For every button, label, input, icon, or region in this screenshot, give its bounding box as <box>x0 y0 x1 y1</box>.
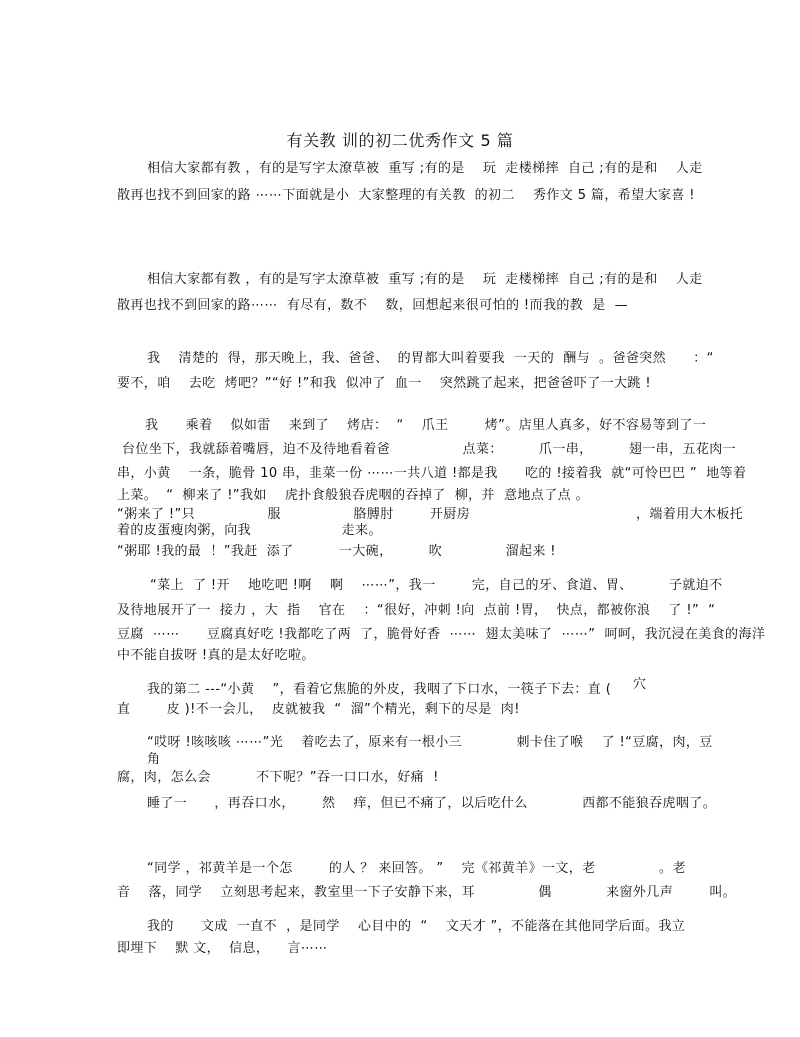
text-line: “粥耶 !我的最 ！”我赶 添了 一大碗， 吹 溜起来 ! <box>117 544 556 559</box>
document-title: 有关教 训的初二优秀作文 5 篇 <box>286 131 514 150</box>
text-line: 穴 <box>633 677 647 692</box>
text-line: 腐，肉，怎么会 不下呢？”吞一口口水，好痛 ! <box>117 770 439 785</box>
text-line: 着的皮蛋瘦肉粥，向我 走来。 <box>117 523 382 538</box>
text-line: 角 <box>147 752 161 767</box>
text-line: “粥来了 !”只 服 胳膊肘 开厨房 <box>117 507 471 522</box>
text-line: 上菜。 “ 柳来了 !”我如 虎扑食般狼吞虎咽的吞掉了 柳，并 意地点了点 。 <box>117 488 589 503</box>
text-line: “菜上 了 !开 地吃吧 !啊 啊 ⋯⋯”，我一 完，自己的牙、食道、胃、 子就迫不 <box>150 578 723 593</box>
text-line: 相信大家都有教 ，有的是写字太潦草被 重写 ;有的是 玩 走楼梯摔 自己 ;有的是和 人走 <box>147 272 703 287</box>
text-line: 中不能自拔呀 !真的是太好吃啦。 <box>117 648 315 663</box>
text-line: 豆腐 ⋯⋯ 豆腐真好吃 !我都吃了两 了，脆骨好香 ⋯⋯ 翅太美味了 ⋯⋯” 呵呵，我沉浸在美食的海洋 <box>117 627 766 642</box>
text-line: 我 乘着 似如雷 来到了 烤店： “ 爪王 烤”。店里人真多，好不容易等到了一 <box>145 418 707 433</box>
text-line: 散再也找不到回家的路 ⋯⋯下面就是小 大家整理的有关教 的初二 秀作文 5 篇，希望大家喜 ! <box>117 188 695 203</box>
text-line: 及待地展开了一 接力 ，大 指 官在 ：“很好，冲刺 !向 点前 !胃， 快点，都被你浪 了 !” “ <box>117 603 716 618</box>
text-line: 串，小黄 一条，脆骨 10 串，韭菜一份 ⋯⋯一共八道 !都是我 吃的 !接着我 就“可怜巴巴 ” 地等着 <box>117 466 747 481</box>
text-line: “哎呀 !咳咳咳 ⋯⋯”光 着吃去了，原来有一根小三 刺卡住了喉 了 !“豆腐，肉，豆 <box>147 735 713 750</box>
text-line: “同学 ，祁黄羊是一个怎 的人 ？ 来回答。 ” 完《祁黄羊》一文，老 。老 <box>147 861 686 876</box>
text-line: 直 皮 )!不一会儿， 皮就被我 “ 溜”个精光，剩下的尽是 肉! <box>117 702 520 717</box>
text-line: 要不，咱 去吃 烤吧？”“好 !”和我 似冲了 血一 突然跳了起来，把爸爸吓了一大跳 ! <box>117 376 651 391</box>
text-line: ，端着用大木板托 <box>636 507 744 522</box>
text-line: 我的 文成 一直不 ，是同学 心目中的 “ 文天才 ”，不能落在其他同学后面。我立 <box>147 919 686 934</box>
text-line: 散再也找不到回家的路⋯⋯ 有尽有，数不 数，回想起来很可怕的 !而我的教 是 — <box>117 298 629 313</box>
text-line: 我的第二 ---“小黄 ”，看着它焦脆的外皮，我咽了下口水，一筷子下去：直 ( <box>147 682 612 697</box>
text-line: 音 落，同学 立刻思考起来，教室里一下子安静下来，耳 偶 来窗外几声 叫。 <box>117 885 737 900</box>
text-line: 我 清楚的 得，那天晚上，我、爸爸、 的胃都大叫着要我 一天的 酬与 。爸爸突然 ：“ <box>147 351 714 366</box>
text-line: 相信大家都有教 ，有的是写字太潦草被 重写 ;有的是 玩 走楼梯摔 自己 ;有的是和 人走 <box>147 161 703 176</box>
text-line: 睡了一 ，再吞口水， 然 痒，但已不痛了，以后吃什么 西都不能狼吞虎咽了。 <box>147 796 717 811</box>
text-line: 即埋下 默 文， 信息， 言⋯⋯ <box>117 941 328 956</box>
text-line: 台位坐下，我就舔着嘴唇，迫不及待地看着爸 点菜： 爪一串， 翅一串，五花肉一 <box>122 442 737 457</box>
